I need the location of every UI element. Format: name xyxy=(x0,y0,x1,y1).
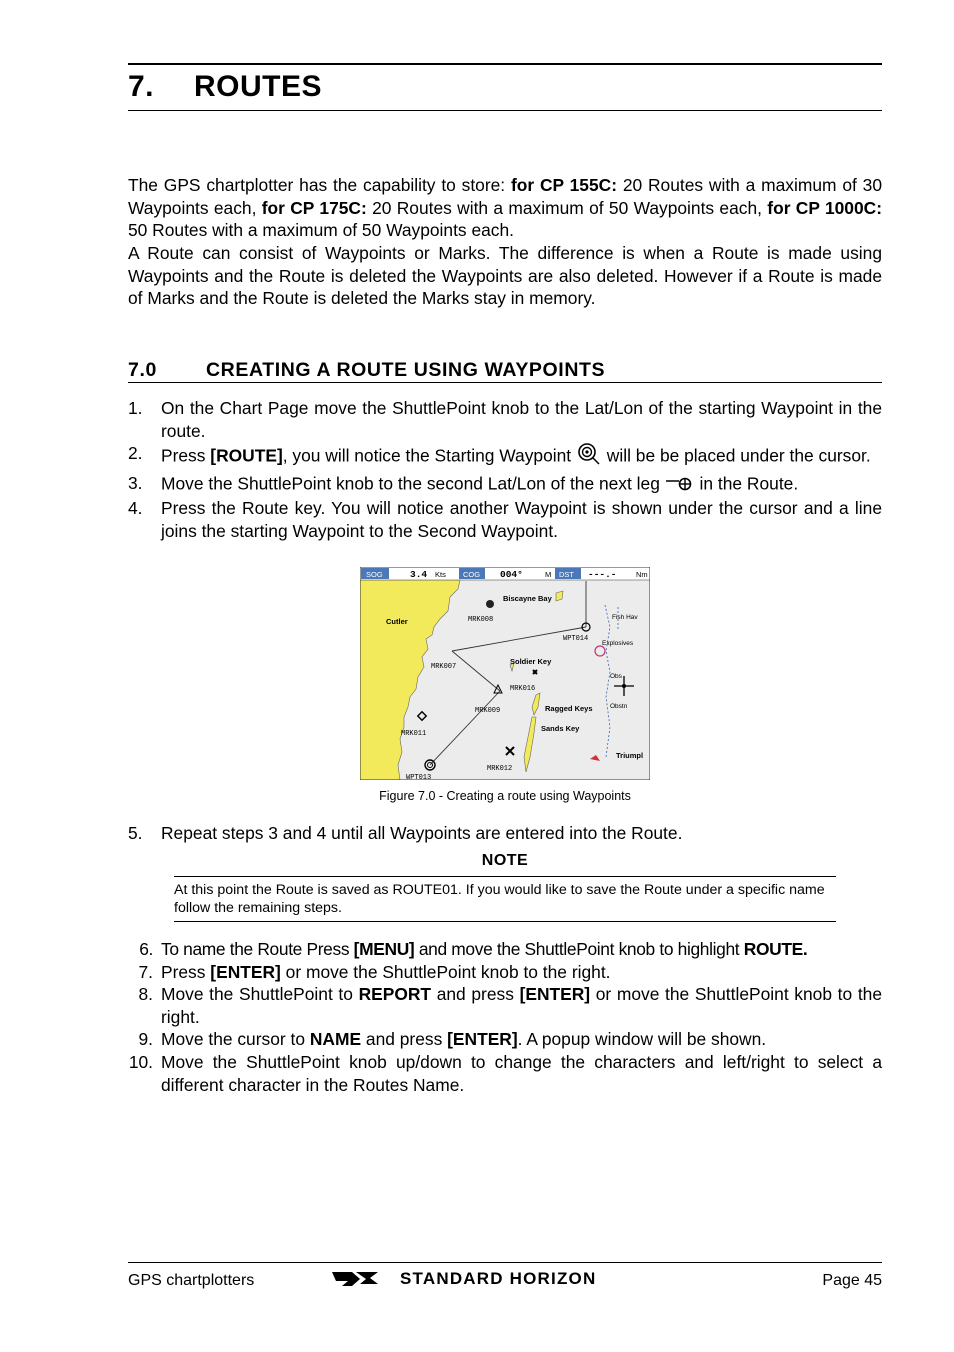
step-text: To name the Route Press xyxy=(161,939,354,959)
step-number: 5. xyxy=(128,823,143,843)
model-cp155c: for CP 155C: xyxy=(510,175,617,195)
section-title xyxy=(128,359,605,382)
standard-horizon-logo xyxy=(330,1266,686,1295)
model-cp1000c: for CP 1000C: xyxy=(767,197,882,218)
label-fishhav: Fish Hav xyxy=(612,614,638,621)
menu-key-label: [MENU] xyxy=(353,939,415,959)
route-menu-label: ROUTE. xyxy=(743,939,808,959)
label-obs: Obs xyxy=(610,673,622,680)
step-text: or move the ShuttlePoint knob to the right. xyxy=(280,961,611,982)
label-cutler: Cutler xyxy=(386,617,408,626)
step-text: or move the ShuttlePoint knob to the right. xyxy=(161,984,882,1027)
next-leg-waypoint-icon xyxy=(665,472,695,498)
step-text: Move the ShuttlePoint to xyxy=(161,984,359,1005)
label-mrk009: MRK009 xyxy=(475,707,501,715)
route-key-label: [ROUTE] xyxy=(210,445,283,466)
top-rule xyxy=(128,63,882,65)
list-item xyxy=(128,938,882,961)
sog-value: 3.4 xyxy=(410,569,428,580)
step-text: and press xyxy=(431,984,520,1005)
step-number: 1. xyxy=(128,398,143,418)
report-label: REPORT xyxy=(358,984,432,1005)
label-wpt013: WPT013 xyxy=(406,774,432,780)
enter-key-label: [ENTER] xyxy=(519,984,591,1005)
page-number: Page 45 xyxy=(822,1272,882,1289)
name-label: NAME xyxy=(309,1029,362,1050)
step-number: 3. xyxy=(128,472,143,493)
section-name: CREATING A ROUTE USING WAYPOINTS xyxy=(206,359,606,381)
logo-text: STANDARD HORIZON xyxy=(400,1269,597,1288)
step-text: On the Chart Page move the ShuttlePoint knob to the Lat/Lon of the starting Waypoint in the route. xyxy=(161,398,882,441)
logo-mark xyxy=(332,1272,360,1286)
text: 20 Routes with a maximum of 50 Waypoints each, xyxy=(366,197,768,218)
starting-waypoint-icon xyxy=(576,442,602,472)
label-mrk007: MRK007 xyxy=(431,663,457,671)
step-number: 8. xyxy=(138,984,153,1005)
mrk016-marker xyxy=(533,670,537,674)
step-text: Repeat steps 3 and 4 until all Waypoints are entered into the Route. xyxy=(161,823,683,843)
label-mrk012: MRK012 xyxy=(487,765,513,773)
chapter-number: 7. xyxy=(128,70,155,103)
sog-label: SOG xyxy=(366,570,383,579)
text: The GPS chartplotter has the capability to store: xyxy=(128,175,511,195)
list-item xyxy=(128,961,882,984)
enter-key-label: [ENTER] xyxy=(210,961,281,982)
step-text: Press xyxy=(161,445,211,466)
intro-paragraph-2: A Route can consist of Waypoints or Marks. The difference is when a Route is made using Waypoints and the Route is deleted the Waypoints are also deleted. However if a Route is made of Marks and the Route is deleted the Marks stay in memory. xyxy=(128,243,882,309)
list-item xyxy=(128,442,882,472)
cog-unit: M xyxy=(545,570,552,579)
label-explosives: Explosives xyxy=(602,640,634,647)
chart-map xyxy=(360,567,650,780)
obstruction-center xyxy=(622,684,626,688)
chapter-title xyxy=(128,70,322,104)
list-item xyxy=(128,822,882,845)
label-mrk008: MRK008 xyxy=(468,616,494,624)
step-text: Press the Route key. You will notice another Waypoint is shown under the cursor and a line joins the starting Waypoint to the Second Waypoint. xyxy=(161,498,882,541)
step-number: 4. xyxy=(128,498,143,519)
cog-value: 004° xyxy=(500,569,523,580)
step-number: 6. xyxy=(139,939,153,959)
step-number: 7. xyxy=(138,961,153,982)
step-text: Press xyxy=(161,961,211,982)
step-text: , you will notice the Starting Waypoint xyxy=(282,445,576,466)
footer-rule xyxy=(128,1262,882,1263)
step-number: 10. xyxy=(128,1051,153,1072)
step-number: 9. xyxy=(138,1029,153,1050)
dst-unit: Nm xyxy=(636,570,648,579)
chapter-rule xyxy=(128,110,882,111)
steps-list-b xyxy=(128,938,882,1096)
list-item xyxy=(128,983,882,1028)
label-sands: Sands Key xyxy=(541,724,580,733)
mrk008-marker xyxy=(486,600,494,608)
label-mrk016: MRK016 xyxy=(510,685,536,693)
step-text: Move the ShuttlePoint knob to the second Lat/Lon of the next leg xyxy=(161,473,665,494)
intro-paragraph-1 xyxy=(128,174,882,242)
steps-list-a xyxy=(128,397,882,543)
section-number: 7.0 xyxy=(128,359,157,381)
text: 20 Routes with a maximum of 30 Waypoints each, xyxy=(128,175,882,218)
list-item xyxy=(128,397,882,442)
chart-figure xyxy=(360,567,650,780)
text: 50 Routes with a maximum of 50 Waypoints each. xyxy=(128,220,514,241)
section-rule xyxy=(128,382,882,383)
steps-list-step5 xyxy=(128,822,882,845)
step-text: Move the cursor to xyxy=(161,1029,310,1050)
label-triumph: Triumpl xyxy=(616,751,644,760)
label-biscayne: Biscayne Bay xyxy=(503,594,552,603)
chapter-name: ROUTES xyxy=(194,70,323,103)
label-soldier: Soldier Key xyxy=(510,657,552,666)
list-item xyxy=(128,1051,882,1096)
step-text: will be be placed under the cursor. xyxy=(601,445,871,466)
list-item xyxy=(128,497,882,542)
cog-label: COG xyxy=(463,570,481,579)
list-item xyxy=(128,472,882,498)
step-text: and move the ShuttlePoint knob to highlight xyxy=(414,939,744,959)
note-text: At this point the Route is saved as ROUTE01. If you would like to save the Route under a specific name follow the remaining steps. xyxy=(174,882,825,916)
step-text: Move the ShuttlePoint knob up/down to change the characters and left/right to select a different character in the Routes Name. xyxy=(161,1051,882,1095)
label-wpt014: WPT014 xyxy=(563,635,589,643)
figure-caption: Figure 7.0 - Creating a route using Waypoints xyxy=(379,789,631,803)
footer-product: GPS chartplotters xyxy=(128,1272,255,1289)
label-obstn: Obstn xyxy=(610,703,628,710)
model-cp175c: for CP 175C: xyxy=(261,197,367,218)
step-number: 2. xyxy=(128,443,143,464)
step-text: . A popup window will be shown. xyxy=(517,1029,767,1050)
list-item xyxy=(128,1028,882,1051)
dst-label: DST xyxy=(559,570,574,579)
dst-value: ---.- xyxy=(588,569,617,580)
label-ragged: Ragged Keys xyxy=(545,704,593,713)
enter-key-label: [ENTER] xyxy=(447,1029,518,1050)
step-text: and press xyxy=(361,1029,448,1050)
step-text: in the Route. xyxy=(694,473,799,494)
sog-unit: Kts xyxy=(435,570,446,579)
logo-mark xyxy=(356,1272,378,1284)
label-mrk011: MRK011 xyxy=(401,730,427,738)
note-title: NOTE xyxy=(481,852,529,869)
